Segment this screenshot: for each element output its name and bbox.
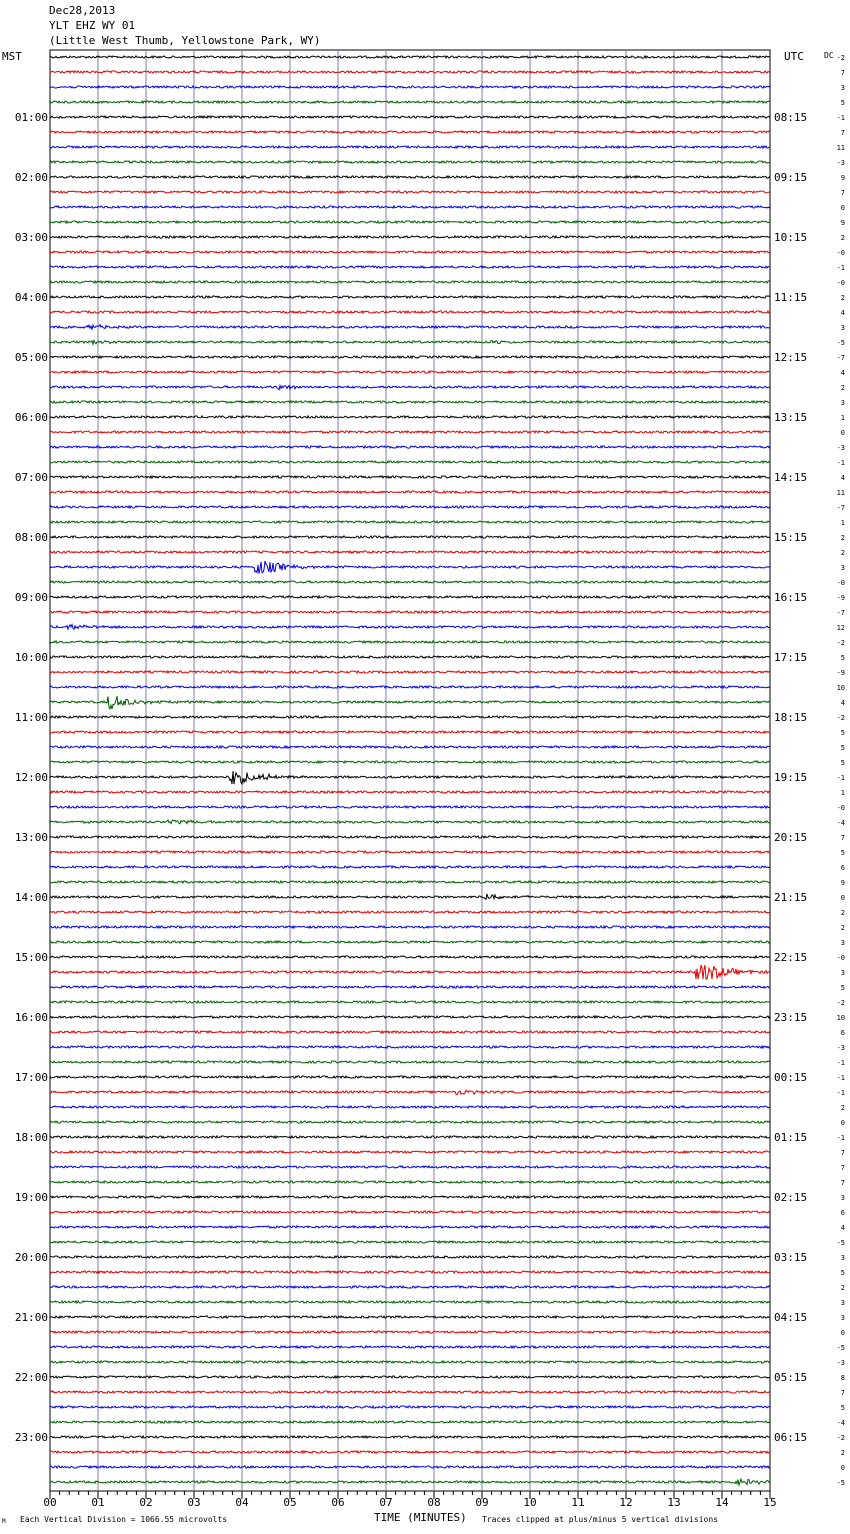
x-tick-label: 02: [139, 1496, 153, 1509]
seismic-trace: [50, 611, 770, 613]
left-hour-label: 08:00: [14, 531, 48, 544]
seismic-trace: [50, 101, 770, 103]
seismic-trace: [50, 956, 770, 958]
right-hour-label: 13:15: [774, 411, 808, 424]
seismic-trace: [50, 671, 770, 673]
x-tick-label: 15: [763, 1496, 777, 1509]
seismic-trace: [50, 1076, 770, 1078]
seismic-trace: [50, 401, 770, 403]
seismic-trace: [50, 911, 770, 913]
seismic-trace: [50, 446, 770, 448]
dc-offset-label: 0: [840, 894, 845, 902]
dc-offset-label: 9: [840, 219, 845, 227]
dc-offset-label: 2: [840, 924, 845, 932]
seismic-trace: [50, 371, 770, 373]
dc-offset-label: -2: [836, 714, 845, 722]
seismic-trace: [50, 71, 770, 73]
dc-offset-label: 2: [840, 1284, 845, 1292]
left-hour-label: 02:00: [14, 171, 48, 184]
seismic-trace: [50, 986, 770, 988]
seismic-trace: [50, 625, 770, 630]
dc-offset-label: 4: [840, 369, 845, 377]
x-tick-label: 05: [283, 1496, 297, 1509]
seismic-trace: [50, 281, 770, 283]
left-hour-label: 23:00: [14, 1431, 48, 1444]
dc-offset-label: -1: [836, 774, 845, 782]
seismic-trace: [50, 656, 770, 658]
left-hour-label: 07:00: [14, 471, 48, 484]
seismic-trace: [50, 1121, 770, 1123]
seismic-trace: [50, 941, 770, 943]
left-hour-label: 01:00: [14, 111, 48, 124]
seismic-trace: [50, 461, 770, 463]
seismic-trace: [50, 1061, 770, 1063]
seismic-trace: [50, 596, 770, 598]
dc-offset-label: -9: [836, 669, 845, 677]
dc-offset-label: 7: [840, 1149, 845, 1157]
dc-offset-label: 0: [840, 1464, 845, 1472]
seismic-trace: [50, 340, 770, 344]
dc-offset-label: 1: [840, 519, 845, 527]
right-hour-label: 06:15: [774, 1431, 808, 1444]
dc-offset-label: 0: [840, 204, 845, 212]
right-hour-label: 09:15: [774, 171, 808, 184]
dc-offset-label: 2: [840, 534, 845, 542]
right-hour-label: 12:15: [774, 351, 808, 364]
right-hour-label: 15:15: [774, 531, 808, 544]
dc-offset-label: 11: [836, 489, 845, 497]
dc-offset-label: 11: [836, 144, 845, 152]
dc-offset-label: -3: [836, 1359, 845, 1367]
dc-offset-label: 7: [840, 1389, 845, 1397]
right-hour-label: 08:15: [774, 111, 808, 124]
dc-offset-label: 2: [840, 234, 845, 242]
x-tick-label: 13: [667, 1496, 681, 1509]
station-code: YLT EHZ WY 01: [49, 19, 136, 32]
x-tick-label: 07: [379, 1496, 393, 1509]
left-hour-label: 21:00: [14, 1311, 48, 1324]
x-axis-title: TIME (MINUTES): [374, 1511, 467, 1524]
seismic-trace: [50, 686, 770, 688]
seismic-trace: [50, 236, 770, 238]
dc-offset-label: -3: [836, 159, 845, 167]
left-hour-label: 18:00: [14, 1131, 48, 1144]
seismic-trace: [50, 491, 770, 493]
x-tick-label: 03: [187, 1496, 201, 1509]
grid-lines: [50, 50, 770, 1491]
right-hour-label: 21:15: [774, 891, 808, 904]
x-tick-label: 10: [523, 1496, 537, 1509]
dc-offset-label: 2: [840, 549, 845, 557]
corner-mark: M: [2, 1518, 6, 1525]
dc-offset-label: 10: [836, 1014, 845, 1022]
dc-offset-label: 6: [840, 1209, 845, 1217]
dc-offset-label: 10: [836, 684, 845, 692]
seismic-trace: [50, 521, 770, 523]
seismic-trace: [50, 851, 770, 853]
right-hour-label: 01:15: [774, 1131, 808, 1144]
left-hour-label: 13:00: [14, 831, 48, 844]
dc-offset-label: -1: [836, 1089, 845, 1097]
dc-offset-label: 5: [840, 984, 845, 992]
trace-group: [50, 56, 770, 1485]
seismic-trace: [50, 731, 770, 733]
seismic-trace: [50, 746, 770, 748]
dc-offset-label: -1: [836, 1059, 845, 1067]
seismic-trace: [50, 56, 770, 58]
left-hour-label: 03:00: [14, 231, 48, 244]
scale-note: Each Vertical Division = 1066.55 microvolts: [20, 1515, 228, 1524]
right-hour-label: 02:15: [774, 1191, 808, 1204]
clip-note: Traces clipped at plus/minus 5 vertical divisions: [482, 1515, 719, 1524]
right-hour-label: 23:15: [774, 1011, 808, 1024]
seismic-trace: [50, 536, 770, 538]
x-tick-label: 14: [715, 1496, 729, 1509]
seismic-trace: [50, 1301, 770, 1303]
left-hour-label: 05:00: [14, 351, 48, 364]
seismic-trace: [50, 161, 770, 163]
seismic-trace: [50, 551, 770, 553]
x-tick-label: 12: [619, 1496, 633, 1509]
seismic-trace: [50, 1046, 770, 1048]
right-hour-label: 18:15: [774, 711, 808, 724]
dc-offset-label: -0: [836, 579, 845, 587]
dc-offset-label: 2: [840, 1449, 845, 1457]
dc-offset-label: -1: [836, 1134, 845, 1142]
left-hour-label: 17:00: [14, 1071, 48, 1084]
dc-offset-label: 3: [840, 969, 845, 977]
seismic-trace: [50, 1451, 770, 1453]
seismic-trace: [50, 1151, 770, 1153]
seismic-trace: [50, 116, 770, 118]
dc-header-label: DC: [824, 51, 834, 60]
seismic-trace: [50, 1391, 770, 1393]
dc-offset-label: -7: [836, 354, 845, 362]
seismic-trace: [50, 1031, 770, 1033]
seismic-trace: [50, 266, 770, 268]
right-hour-label: 10:15: [774, 231, 808, 244]
dc-offset-label: 7: [840, 1164, 845, 1172]
dc-offset-label: 6: [840, 864, 845, 872]
seismic-trace: [50, 251, 770, 253]
dc-offset-label: 3: [840, 1314, 845, 1322]
dc-offset-label: 3: [840, 939, 845, 947]
dc-offset-label: 4: [840, 699, 845, 707]
dc-offset-label: 12: [836, 624, 845, 632]
dc-offset-label: -5: [836, 1344, 845, 1352]
seismic-trace: [50, 131, 770, 133]
dc-offset-label: -9: [836, 594, 845, 602]
dc-offset-label: 5: [840, 729, 845, 737]
x-axis: [43, 1491, 776, 1509]
right-hour-label: 19:15: [774, 771, 808, 784]
seismic-trace: [50, 820, 770, 824]
left-hour-label: 20:00: [14, 1251, 48, 1264]
right-hour-label: 16:15: [774, 591, 808, 604]
dc-offset-label: -1: [836, 114, 845, 122]
seismic-trace: [50, 1211, 770, 1213]
dc-offset-label: -3: [836, 1044, 845, 1052]
dc-offset-label: 3: [840, 84, 845, 92]
left-hour-label: 16:00: [14, 1011, 48, 1024]
dc-offset-label: 7: [840, 189, 845, 197]
dc-offset-label: -4: [836, 819, 845, 827]
dc-offset-label: -0: [836, 954, 845, 962]
left-hour-label: 15:00: [14, 951, 48, 964]
left-hour-label: 10:00: [14, 651, 48, 664]
dc-offset-label: 2: [840, 384, 845, 392]
seismic-trace: [50, 1090, 770, 1094]
left-hour-label: 14:00: [14, 891, 48, 904]
left-hour-label: 12:00: [14, 771, 48, 784]
seismic-trace: [50, 881, 770, 883]
dc-offset-label: 2: [840, 1104, 845, 1112]
seismic-trace: [50, 641, 770, 643]
seismic-trace: [50, 716, 770, 718]
x-tick-label: 00: [43, 1496, 57, 1509]
seismic-trace: [50, 1001, 770, 1003]
seismic-trace: [50, 806, 770, 808]
seismic-trace: [50, 1466, 770, 1468]
seismic-trace: [50, 146, 770, 148]
dc-offset-label: -3: [836, 444, 845, 452]
seismic-trace: [50, 476, 770, 478]
seismic-trace: [50, 431, 770, 433]
dc-offset-label: -5: [836, 339, 845, 347]
left-hour-label: 11:00: [14, 711, 48, 724]
dc-offset-label: 9: [840, 879, 845, 887]
seismic-trace: [50, 1376, 770, 1378]
dc-offset-label: 7: [840, 129, 845, 137]
dc-offset-label: -0: [836, 804, 845, 812]
seismic-trace: [50, 1406, 770, 1408]
seismic-trace: [50, 1226, 770, 1228]
seismic-trace: [50, 791, 770, 793]
dc-offset-label: 4: [840, 474, 845, 482]
dc-offset-label: -1: [836, 264, 845, 272]
seismic-trace: [50, 356, 770, 358]
right-timezone-label: UTC: [784, 50, 804, 63]
dc-offset-label: 7: [840, 69, 845, 77]
x-tick-label: 11: [571, 1496, 585, 1509]
seismic-trace: [50, 416, 770, 418]
seismic-trace: [50, 1316, 770, 1318]
dc-offset-label: 5: [840, 849, 845, 857]
left-hour-label: 09:00: [14, 591, 48, 604]
seismic-trace: [50, 1436, 770, 1438]
dc-offset-label: -0: [836, 249, 845, 257]
seismic-trace: [50, 1421, 770, 1423]
dc-offset-label: 4: [840, 309, 845, 317]
plot-date: Dec28,2013: [49, 4, 116, 17]
seismic-trace: [50, 86, 770, 88]
seismic-trace: [50, 761, 770, 763]
dc-offset-label: -7: [836, 609, 845, 617]
dc-offset-label: 2: [840, 294, 845, 302]
seismic-trace: [50, 581, 770, 583]
dc-offset-label: 0: [840, 1119, 845, 1127]
right-hour-label: 11:15: [774, 291, 808, 304]
dc-offset-label: -2: [836, 54, 845, 62]
dc-offset-label: 7: [840, 1179, 845, 1187]
left-hour-label: 06:00: [14, 411, 48, 424]
station-location: (Little West Thumb, Yellowstone Park, WY): [49, 34, 321, 47]
seismic-trace: [50, 866, 770, 868]
seismic-trace: [50, 1196, 770, 1198]
left-hour-label: 19:00: [14, 1191, 48, 1204]
dc-offset-label: 2: [840, 909, 845, 917]
seismic-trace: [50, 325, 770, 329]
dc-offset-label: -4: [836, 1419, 845, 1427]
dc-offset-label: 5: [840, 1404, 845, 1412]
seismic-trace: [50, 561, 770, 574]
dc-offset-label: 1: [840, 414, 845, 422]
right-hour-label: 17:15: [774, 651, 808, 664]
seismic-trace: [50, 1286, 770, 1288]
dc-offset-label: -2: [836, 639, 845, 647]
seismic-trace: [50, 296, 770, 298]
right-hour-label: 00:15: [774, 1071, 808, 1084]
dc-offset-label: -1: [836, 459, 845, 467]
dc-offset-label: 0: [840, 1329, 845, 1337]
dc-offset-label: 0: [840, 429, 845, 437]
dc-offset-label: -7: [836, 504, 845, 512]
seismic-trace: [50, 1331, 770, 1333]
dc-offset-label: 3: [840, 1299, 845, 1307]
right-hour-label: 04:15: [774, 1311, 808, 1324]
dc-offset-label: -5: [836, 1239, 845, 1247]
dc-offset-label: 5: [840, 99, 845, 107]
seismic-trace: [50, 1166, 770, 1168]
dc-offset-label: 3: [840, 324, 845, 332]
left-hour-label: 22:00: [14, 1371, 48, 1384]
dc-offset-label: 8: [840, 1374, 845, 1382]
dc-offset-label: -2: [836, 1434, 845, 1442]
seismic-trace: [50, 926, 770, 928]
seismic-trace: [50, 1016, 770, 1018]
x-tick-label: 08: [427, 1496, 441, 1509]
seismic-trace: [50, 696, 770, 709]
seismic-trace: [50, 1241, 770, 1243]
dc-offset-label: -1: [836, 1074, 845, 1082]
dc-offset-label: 5: [840, 654, 845, 662]
right-hour-label: 03:15: [774, 1251, 808, 1264]
seismic-trace: [50, 894, 770, 899]
seismic-trace: [50, 221, 770, 223]
seismic-trace: [50, 1136, 770, 1138]
seismic-trace: [50, 836, 770, 838]
seismic-trace: [50, 506, 770, 508]
x-tick-label: 09: [475, 1496, 489, 1509]
right-hour-label: 05:15: [774, 1371, 808, 1384]
seismic-trace: [50, 206, 770, 208]
plot-frame: [50, 50, 770, 1491]
seismic-trace: [50, 1181, 770, 1183]
seismic-trace: [50, 965, 770, 979]
dc-offset-label: 7: [840, 834, 845, 842]
dc-offset-label: 3: [840, 564, 845, 572]
dc-offset-label: 4: [840, 1224, 845, 1232]
seismic-trace: [50, 1106, 770, 1108]
dc-offset-label: -0: [836, 279, 845, 287]
x-tick-label: 04: [235, 1496, 249, 1509]
dc-offset-label: -2: [836, 999, 845, 1007]
seismic-trace: [50, 1346, 770, 1348]
dc-offset-label: 6: [840, 1029, 845, 1037]
x-tick-label: 01: [91, 1496, 105, 1509]
dc-offset-label: -5: [836, 1479, 845, 1487]
right-hour-label: 22:15: [774, 951, 808, 964]
dc-offset-labels: [837, 54, 845, 1487]
dc-offset-label: 3: [840, 1254, 845, 1262]
left-hour-label: 04:00: [14, 291, 48, 304]
dc-offset-label: 3: [840, 399, 845, 407]
x-tick-label: 06: [331, 1496, 345, 1509]
dc-offset-label: 5: [840, 1269, 845, 1277]
right-hour-label: 20:15: [774, 831, 808, 844]
dc-offset-label: 5: [840, 744, 845, 752]
seismic-trace: [50, 1256, 770, 1258]
seismic-trace: [50, 386, 770, 390]
left-timezone-label: MST: [2, 50, 22, 63]
right-hour-label: 14:15: [774, 471, 808, 484]
seismic-trace: [50, 771, 770, 784]
dc-offset-label: 1: [840, 789, 845, 797]
seismic-trace: [50, 1361, 770, 1363]
seismic-trace: [50, 311, 770, 313]
dc-offset-label: 5: [840, 759, 845, 767]
seismic-trace: [50, 191, 770, 193]
dc-offset-label: 9: [840, 174, 845, 182]
seismic-trace: [50, 1479, 770, 1485]
seismic-trace: [50, 176, 770, 178]
seismic-trace: [50, 1271, 770, 1273]
dc-offset-label: 3: [840, 1194, 845, 1202]
